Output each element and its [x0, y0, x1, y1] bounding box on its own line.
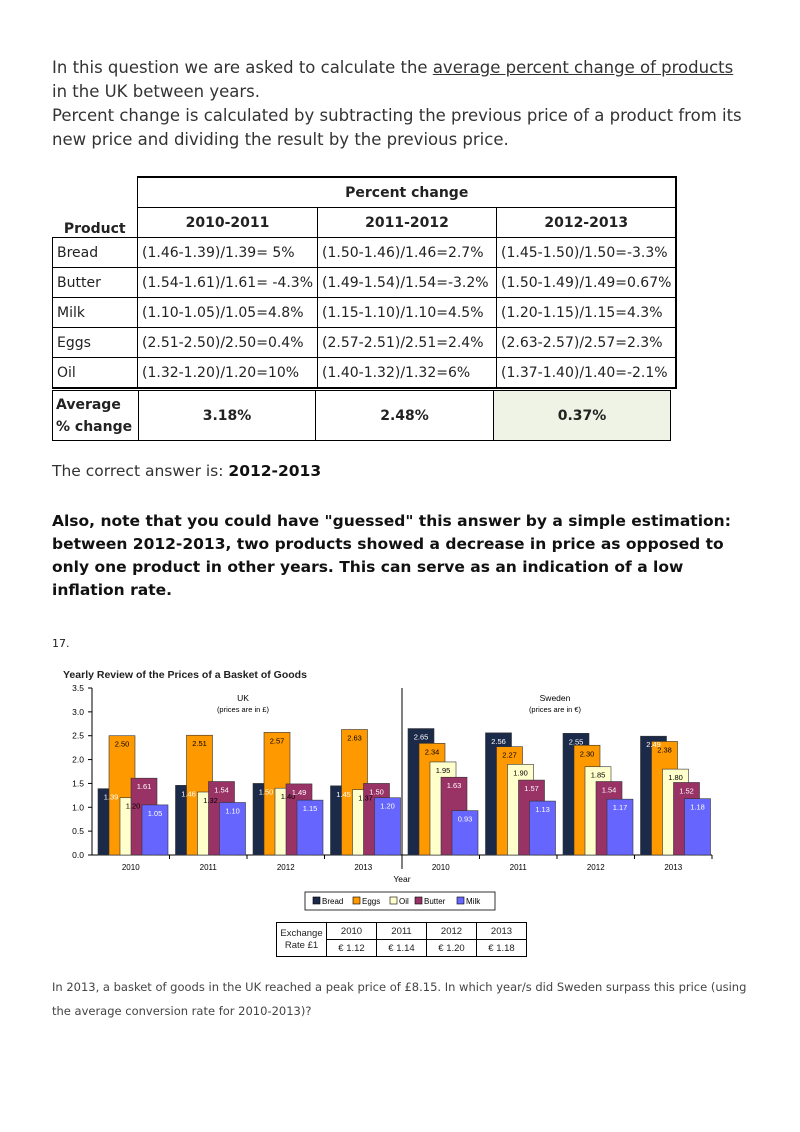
data-label: 1.54: [214, 785, 229, 795]
data-label: 2.30: [579, 749, 595, 759]
y-tick-label: 3.0: [72, 706, 84, 717]
data-label: 1.45: [336, 789, 351, 799]
x-tick-label: 2012: [276, 863, 295, 872]
data-label: 1.13: [535, 805, 550, 815]
table-cell: (1.49-1.54)/1.54=-3.2%: [318, 268, 497, 298]
data-label: 1.50: [258, 787, 274, 797]
period-header: 2012-2013: [497, 208, 677, 238]
table-cell: (1.40-1.32)/1.32=6%: [318, 358, 497, 389]
exchange-year: 2010: [327, 923, 377, 940]
table-cell: (1.54-1.61)/1.61= -4.3%: [138, 268, 318, 298]
data-label: 2.55: [568, 737, 584, 747]
exchange-year: 2012: [427, 923, 477, 940]
exchange-rate-table: [276, 922, 527, 957]
intro-line-2: Percent change is calculated by subtracting the previous price of a product from its new price and dividing the result by the previous price.: [52, 106, 742, 149]
data-label: 2.34: [424, 747, 440, 757]
product-name: Butter: [53, 268, 138, 298]
legend-swatch-butter: [415, 897, 422, 904]
period-header: 2010-2011: [138, 208, 318, 238]
table-cell: (2.51-2.50)/2.50=0.4%: [138, 328, 318, 358]
data-label: 2.63: [347, 733, 362, 743]
y-tick-label: 2.5: [72, 730, 84, 741]
exchange-rate: € 1.20: [427, 940, 477, 957]
data-label: 0.93: [457, 814, 473, 824]
data-label: 1.50: [369, 787, 384, 797]
y-tick-label: 1.5: [72, 778, 84, 789]
chart-legend: [305, 892, 495, 910]
legend-swatch-bread: [313, 897, 320, 904]
data-label: 2.27: [502, 750, 517, 760]
exchange-label-line-2: Rate £1: [284, 939, 319, 951]
data-label: 1.49: [291, 787, 307, 797]
data-label: 2.38: [657, 745, 672, 755]
table-cell: (2.57-2.51)/2.51=2.4%: [318, 328, 497, 358]
panel-label-sweden: Sweden: [539, 693, 571, 703]
table-cell: (1.32-1.20)/1.20=10%: [138, 358, 318, 389]
x-tick-label: 2013: [354, 863, 373, 872]
question-number: 17.: [52, 637, 70, 650]
data-label: 1.20: [380, 801, 395, 811]
legend-label: Oil: [399, 897, 409, 906]
data-label: 1.17: [612, 803, 628, 813]
y-tick-label: 1.0: [72, 802, 84, 813]
average-value: 3.18%: [139, 391, 316, 441]
panel-label-uk: UK: [237, 693, 249, 703]
panel-note-sweden: (prices are in €): [528, 705, 582, 714]
table-cell: (1.15-1.10)/1.10=4.5%: [318, 298, 497, 328]
table-cell: (2.63-2.57)/2.57=2.3%: [497, 328, 677, 358]
x-tick-label: 2011: [509, 863, 527, 872]
data-label: 1.46: [181, 789, 196, 799]
data-label: 2.65: [413, 732, 429, 742]
y-tick-label: 2.0: [72, 754, 84, 765]
data-label: 2.56: [491, 736, 506, 746]
legend-label: Eggs: [362, 897, 381, 906]
percent-change-header: Percent change: [138, 177, 677, 208]
data-label: 2.50: [114, 739, 130, 749]
data-label: 1.90: [513, 768, 528, 778]
x-tick-label: 2011: [199, 863, 217, 872]
legend-label: Bread: [322, 897, 344, 906]
table-cell: (1.50-1.46)/1.46=2.7%: [318, 238, 497, 268]
data-label: 1.18: [690, 802, 705, 812]
table-cell: (1.46-1.39)/1.39= 5%: [138, 238, 318, 268]
data-label: 1.57: [524, 784, 539, 794]
data-label: 1.20: [125, 801, 141, 811]
average-label-line-2: % change: [56, 418, 133, 435]
product-name: Milk: [53, 298, 138, 328]
data-label: 1.37: [358, 793, 373, 803]
intro-underlined-phrase: average percent change of products: [432, 58, 734, 77]
data-label: 2.51: [192, 739, 207, 749]
period-header: 2011-2012: [318, 208, 497, 238]
legend-label: Butter: [424, 897, 446, 906]
exchange-label-line-1: Exchange: [280, 927, 323, 939]
intro-line-1-post: in the UK between years.: [52, 82, 260, 101]
data-label: 2.57: [269, 736, 285, 746]
table-cell: (1.10-1.05)/1.05=4.8%: [138, 298, 318, 328]
product-name: Bread: [53, 238, 138, 268]
x-tick-label: 2013: [664, 863, 683, 872]
exchange-rate: € 1.12: [327, 940, 377, 957]
data-label: 1.39: [103, 792, 119, 802]
data-label: 1.61: [136, 782, 152, 792]
average-value-highlighted: 0.37%: [494, 391, 671, 441]
table-cell: (1.45-1.50)/1.50=-3.3%: [497, 238, 677, 268]
data-label: 1.40: [280, 792, 296, 802]
product-name: Eggs: [53, 328, 138, 358]
data-label: 1.32: [203, 796, 218, 806]
exchange-rate: € 1.18: [477, 940, 527, 957]
answer-value: 2012-2013: [228, 462, 322, 480]
data-label: 1.05: [147, 808, 163, 818]
answer-prefix: The correct answer is:: [52, 462, 229, 480]
panel-note-uk: (prices are in £): [216, 705, 270, 714]
exchange-label: [277, 923, 327, 957]
product-name: Oil: [53, 358, 138, 389]
table-cell: (1.20-1.15)/1.15=4.3%: [497, 298, 677, 328]
exchange-year: 2013: [477, 923, 527, 940]
legend-label: Milk: [466, 897, 481, 906]
x-axis-label: Year: [393, 874, 411, 884]
chart-title: Yearly Review of the Prices of a Basket of Goods: [63, 669, 307, 681]
data-label: 1.63: [446, 781, 462, 791]
legend-swatch-eggs: [353, 897, 360, 904]
data-label: 1.10: [225, 806, 240, 816]
x-tick-label: 2010: [431, 863, 450, 872]
data-label: 1.15: [302, 804, 318, 814]
exchange-rate: € 1.14: [377, 940, 427, 957]
intro-line-1-pre: In this question we are asked to calculate the: [52, 58, 433, 77]
data-label: 1.95: [435, 765, 451, 775]
x-tick-label: 2012: [586, 863, 605, 872]
question-text: In 2013, a basket of goods in the UK reached a peak price of £8.15. In which year/s did Sweden surpass this price (using the average conversion rate for 2010-2013)?: [52, 980, 747, 1018]
exchange-year: 2011: [377, 923, 427, 940]
data-label: 1.54: [601, 785, 617, 795]
average-value: 2.48%: [316, 391, 494, 441]
average-label-line-1: Average: [56, 396, 121, 413]
y-tick-label: 0.5: [72, 826, 84, 837]
exchange-row-years: [277, 923, 527, 940]
y-tick-label: 0.0: [72, 850, 84, 860]
table-cell: (1.37-1.40)/1.40=-2.1%: [497, 358, 677, 389]
legend-swatch-oil: [390, 897, 397, 904]
data-label: 1.52: [679, 786, 694, 796]
table-cell: (1.50-1.49)/1.49=0.67%: [497, 268, 677, 298]
estimation-note: Also, note that you could have "guessed" this answer by a simple estimation: between 2012-2013, two products showed a decrease in price as opposed to only one product in other years. This can serve as an indication of a low inflation rate.: [52, 512, 731, 599]
legend-swatch-milk: [457, 897, 464, 904]
data-label: 1.80: [668, 773, 683, 783]
product-header: Product: [53, 177, 138, 238]
y-tick-label: 3.5: [72, 683, 84, 693]
data-label: 2.49: [646, 740, 661, 750]
x-tick-label: 2010: [121, 863, 140, 872]
data-label: 1.85: [590, 770, 606, 780]
